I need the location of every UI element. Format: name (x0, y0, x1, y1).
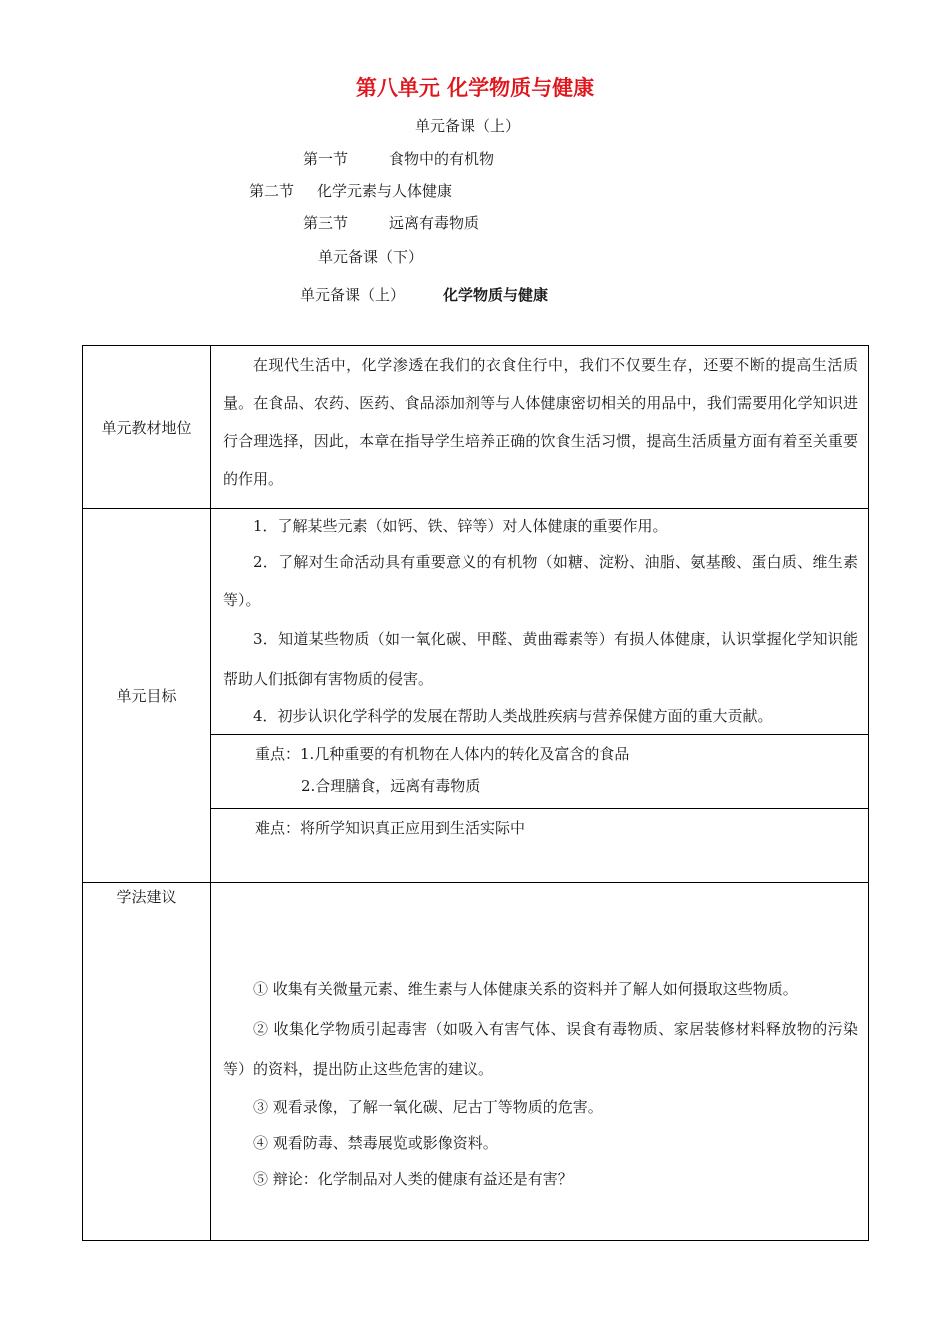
row-label-goals (83, 509, 211, 883)
row-label-position (83, 346, 211, 509)
table-row-goals (83, 509, 869, 735)
table-row-position (83, 346, 869, 509)
table-row-study-advice (83, 883, 869, 1241)
goals-cell (211, 509, 869, 735)
difficulty-cell (211, 809, 869, 883)
goal-item: 4．初步认识化学科学的发展在帮助人类战胜疾病与营养保健方面的重大贡献。 (253, 707, 773, 725)
section2-number: 第二节 (249, 182, 295, 200)
row-label-text: 单元目标 (116, 687, 177, 705)
section1-number: 第一节 (303, 150, 349, 168)
section1-title: 食物中的有机物 (389, 150, 495, 168)
key-points-line-1: 重点：1.几种重要的有机物在人体内的转化及富含的食品 (255, 745, 630, 763)
row-label-text: 单元教材地位 (101, 418, 192, 437)
page-title: 第八单元 化学物质与健康 (355, 76, 595, 100)
subtitle-upper: 单元备课（上） (415, 117, 521, 135)
heading-title: 化学物质与健康 (443, 286, 549, 304)
advice-item: ④ 观看防毒、禁毒展览或影像资料。 (253, 1134, 498, 1152)
section3-title: 远离有毒物质 (389, 214, 480, 232)
advice-item: ③ 观看录像，了解一氧化碳、尼古丁等物质的危害。 (253, 1098, 603, 1116)
unit-plan-table (82, 345, 869, 1241)
subtitle-lower: 单元备课（下） (318, 248, 424, 266)
advice-item: ② 收集化学物质引起毒害（如吸入有害气体、误食有毒物质、家居装修材料释放物的污染等）的资料，提出防止这些危害的建议。 (223, 1020, 858, 1078)
advice-item: ① 收集有关微量元素、维生素与人体健康关系的资料并了解人如何摄取这些物质。 (253, 980, 798, 998)
goal-item: 3．知道某些物质（如一氧化碳、甲醛、黄曲霉素等）有损人体健康，认识掌握化学知识能帮助人们抵御有害物质的侵害。 (223, 630, 858, 688)
section2-title: 化学元素与人体健康 (317, 182, 453, 200)
row-content-position (211, 346, 869, 509)
row-label-text: 学法建议 (116, 888, 177, 906)
key-points-line-2: 2.合理膳食，远离有毒物质 (301, 777, 481, 795)
advice-item: ⑤ 辩论：化学制品对人类的健康有益还是有害？ (253, 1170, 573, 1188)
section3-number: 第三节 (303, 214, 349, 232)
heading-label: 单元备课（上） (300, 286, 406, 304)
study-advice-cell (211, 883, 869, 1241)
goal-item: 2．了解对生命活动具有重要意义的有机物（如糖、淀粉、油脂、氨基酸、蛋白质、维生素等）。 (223, 553, 858, 609)
position-paragraph: 在现代生活中，化学渗透在我们的衣食住行中，我们不仅要生存，还要不断的提高生活质量。在食品、农药、医药、食品添加剂等与人体健康密切相关的用品中，我们需要用化学知识进行合理选择，因此，本章在指导学生培养正确的饮食生活习惯，提高生活质量方面有着至关重要的作用。 (223, 356, 858, 488)
row-label-study-advice (83, 883, 211, 1241)
difficulty-line: 难点：将所学知识真正应用到生活实际中 (255, 819, 526, 837)
goal-item: 1．了解某些元素（如钙、铁、锌等）对人体健康的重要作用。 (253, 517, 668, 535)
key-points-cell (211, 735, 869, 809)
